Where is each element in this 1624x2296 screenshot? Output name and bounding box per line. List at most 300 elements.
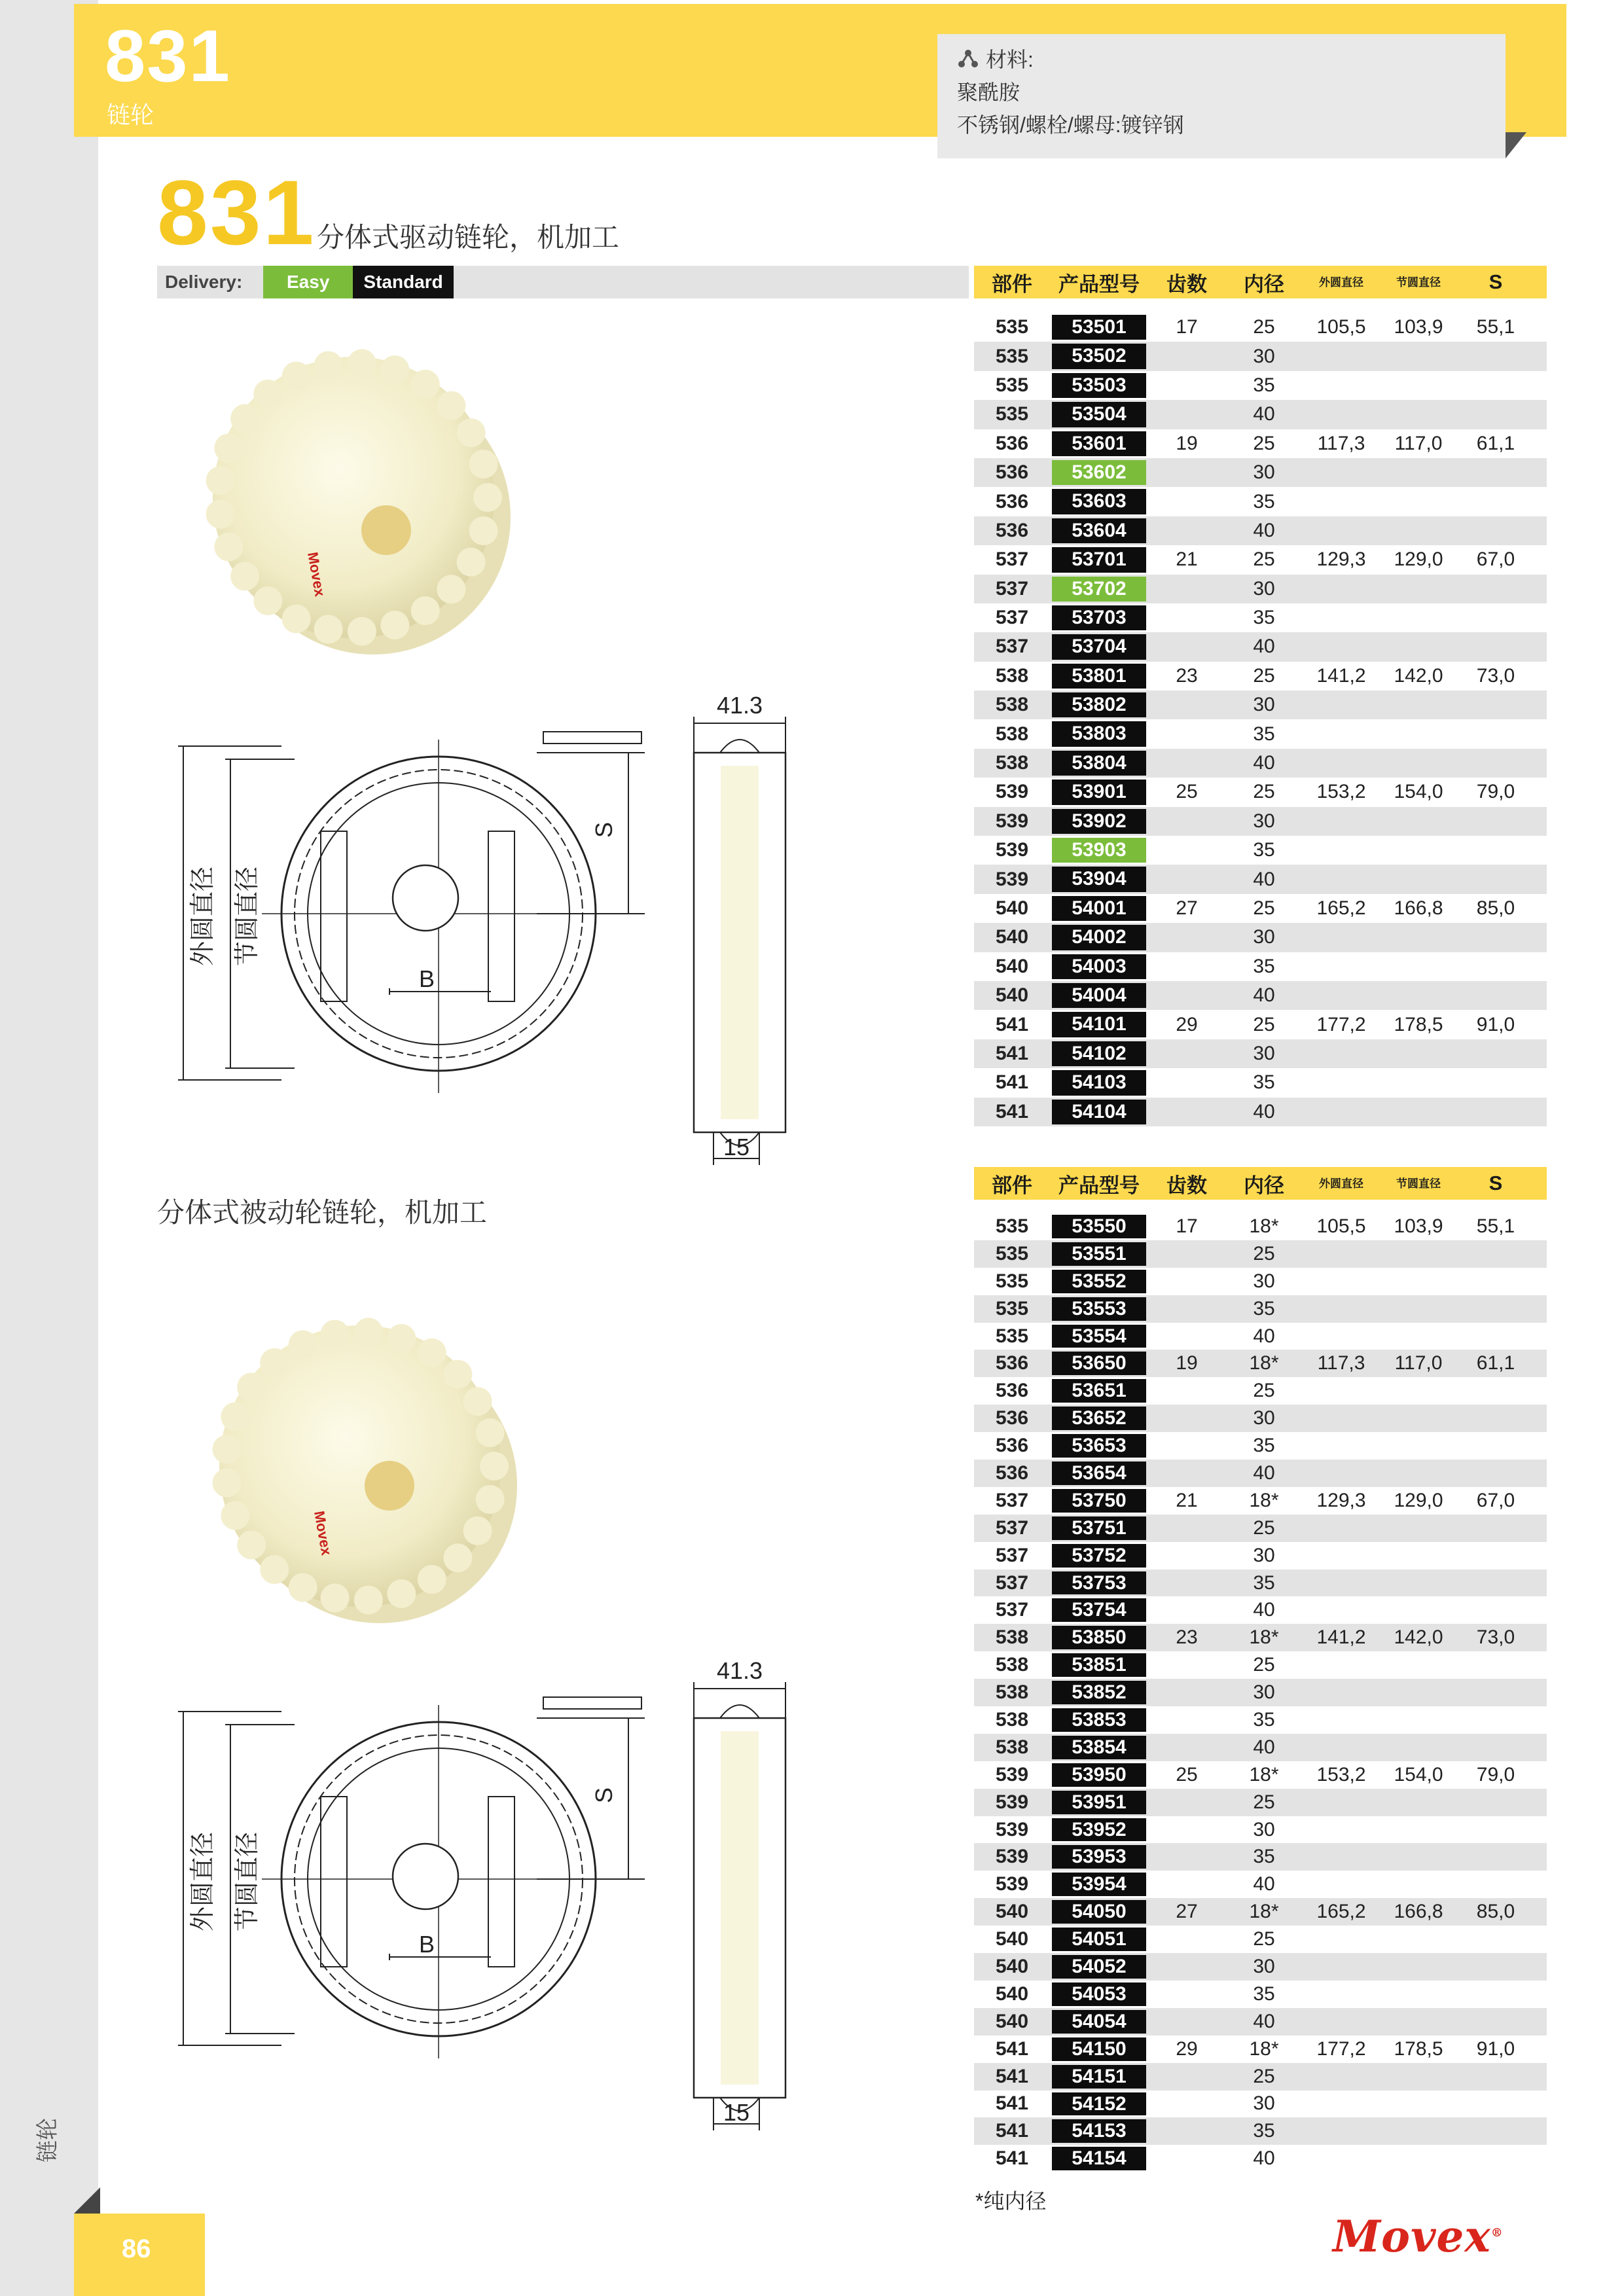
- table-row: [974, 1010, 1547, 1039]
- product-code: 53803: [1052, 721, 1146, 746]
- bore-cell: 40: [1253, 2010, 1275, 2032]
- material-title: 材料:: [986, 48, 1034, 71]
- technical-drawing-drive: [164, 692, 818, 1160]
- page-number: 86: [122, 2234, 151, 2263]
- table-row: [974, 2090, 1547, 2118]
- code-cell: [1050, 1544, 1148, 1568]
- table-row: [974, 1570, 1547, 1597]
- table-row: [974, 1789, 1547, 1816]
- bore-cell: 35: [1253, 490, 1275, 512]
- outer-diameter-label: 外圆直径: [189, 866, 217, 967]
- bore-cell: 40: [1253, 403, 1275, 425]
- bore-cell: 30: [1253, 1042, 1275, 1064]
- s-cell: 91,0: [1476, 2037, 1515, 2060]
- s-cell: 55,1: [1476, 1215, 1515, 1237]
- part-cell: 536: [995, 490, 1029, 512]
- code-cell: [1050, 402, 1148, 427]
- bore-cell: 35: [1253, 2120, 1275, 2142]
- bore-cell: 30: [1253, 461, 1275, 484]
- technical-drawing-idler: [164, 1657, 818, 2126]
- header-series-number: 831: [105, 15, 231, 97]
- idler-sprocket-description: 分体式被动轮链轮，机加工: [157, 1196, 488, 1229]
- part-cell: 541: [995, 1071, 1029, 1094]
- pitch-diameter-cell: 178,5: [1394, 1013, 1443, 1035]
- header-pitch-diameter: 节圆直径: [1396, 1177, 1441, 1190]
- bore-cell: 25: [1253, 316, 1275, 338]
- table-row: [974, 400, 1547, 429]
- part-cell: 537: [995, 1489, 1029, 1511]
- product-code: 54103: [1052, 1070, 1146, 1095]
- product-code: 53751: [1052, 1516, 1146, 1540]
- part-cell: 536: [995, 1407, 1029, 1429]
- pitch-diameter-cell: 103,9: [1394, 316, 1443, 338]
- pitch-diameter-label: 节圆直径: [234, 866, 261, 967]
- drive-sprocket-description: 分体式驱动链轮，机加工: [317, 221, 620, 253]
- product-code: 53851: [1052, 1653, 1146, 1677]
- table-row: [974, 1761, 1547, 1789]
- product-code: 53901: [1052, 780, 1146, 804]
- side-section-label: 链轮: [35, 2118, 60, 2162]
- delivery-standard-badge: Standard: [353, 266, 453, 298]
- bore-cell: 40: [1253, 1325, 1275, 1347]
- code-cell: [1050, 344, 1148, 368]
- code-cell: [1050, 1845, 1148, 1869]
- part-cell: 537: [995, 577, 1029, 600]
- idler-sprocket-table: [974, 1167, 1547, 2172]
- product-code: 53602: [1052, 460, 1146, 485]
- table-row: [974, 981, 1547, 1010]
- bore-cell: 35: [1253, 1982, 1275, 2005]
- pitch-diameter-cell: 178,5: [1394, 2037, 1443, 2060]
- corner-fold: [1506, 132, 1526, 158]
- teeth-cell: 25: [1176, 1763, 1198, 1785]
- code-cell: [1050, 489, 1148, 514]
- s-cell: 61,1: [1476, 432, 1515, 454]
- bore-cell: 18*: [1249, 1901, 1279, 1923]
- product-code: 53753: [1052, 1571, 1146, 1595]
- code-cell: [1050, 1325, 1148, 1348]
- code-cell: [1050, 1297, 1148, 1321]
- code-cell: [1050, 721, 1148, 746]
- part-cell: 537: [995, 636, 1029, 658]
- part-cell: 541: [995, 2065, 1029, 2087]
- hub-dimension-label: 15: [723, 1134, 750, 1160]
- part-cell: 538: [995, 1654, 1029, 1676]
- header-s: S: [1489, 270, 1503, 293]
- product-code: 53502: [1052, 344, 1146, 368]
- product-code: 53652: [1052, 1407, 1146, 1430]
- part-cell: 541: [995, 1100, 1029, 1122]
- table-row: [974, 342, 1547, 370]
- product-code: 53653: [1052, 1434, 1146, 1458]
- code-cell: [1050, 431, 1148, 456]
- code-cell: [1050, 925, 1148, 950]
- product-code: 54004: [1052, 983, 1146, 1008]
- s-cell: 73,0: [1476, 664, 1515, 687]
- table-row: [974, 691, 1547, 719]
- outer-diameter-cell: 105,5: [1316, 316, 1366, 338]
- bore-cell: 35: [1253, 1571, 1275, 1594]
- product-code: 53551: [1052, 1242, 1146, 1266]
- s-cell: 91,0: [1476, 1013, 1515, 1035]
- header-s: S: [1489, 1172, 1503, 1194]
- part-cell: 537: [995, 1599, 1029, 1621]
- table-row: [974, 662, 1547, 691]
- code-cell: [1050, 577, 1148, 601]
- outer-diameter-cell: 165,2: [1316, 897, 1366, 919]
- table-row: [974, 1734, 1547, 1761]
- part-cell: 539: [995, 1763, 1029, 1785]
- table-row: [974, 1268, 1547, 1295]
- teeth-cell: 21: [1176, 548, 1198, 571]
- table-row: [974, 865, 1547, 893]
- teeth-cell: 25: [1176, 781, 1198, 803]
- table-row: [974, 894, 1547, 923]
- code-cell: [1050, 2037, 1148, 2061]
- product-code: 54054: [1052, 2010, 1146, 2034]
- bore-cell: 35: [1253, 1297, 1275, 1319]
- s-cell: 73,0: [1476, 1626, 1515, 1649]
- outer-diameter-cell: 153,2: [1316, 1763, 1366, 1785]
- part-cell: 538: [995, 1681, 1029, 1704]
- code-cell: [1050, 867, 1148, 891]
- part-cell: 538: [995, 752, 1029, 774]
- table-row: [974, 1816, 1547, 1844]
- code-cell: [1050, 1982, 1148, 2006]
- table-row: [974, 778, 1547, 806]
- width-dimension-label: 41.3: [716, 692, 763, 719]
- part-cell: 540: [995, 1982, 1029, 2005]
- table-row: [974, 836, 1547, 865]
- bore-cell: 40: [1253, 636, 1275, 658]
- teeth-cell: 17: [1176, 1215, 1198, 1237]
- code-cell: [1050, 1626, 1148, 1649]
- part-cell: 540: [995, 1955, 1029, 1977]
- product-code: 53950: [1052, 1763, 1146, 1787]
- product-code: 53552: [1052, 1270, 1146, 1293]
- table-row: [974, 429, 1547, 458]
- table-row: [974, 1098, 1547, 1126]
- brand-logo: Movex®: [1333, 2211, 1504, 2262]
- code-cell: [1050, 2092, 1148, 2116]
- bore-cell: 30: [1253, 1681, 1275, 1704]
- part-cell: 540: [995, 984, 1029, 1007]
- code-cell: [1050, 1791, 1148, 1814]
- part-cell: 537: [995, 1571, 1029, 1594]
- table-row: [974, 749, 1547, 778]
- code-cell: [1050, 460, 1148, 485]
- table-row: [974, 1068, 1547, 1097]
- product-code: 53553: [1052, 1297, 1146, 1321]
- table-row: [974, 516, 1547, 545]
- code-cell: [1050, 2010, 1148, 2034]
- product-code: 53904: [1052, 867, 1146, 891]
- table-row: [974, 1240, 1547, 1268]
- teeth-cell: 21: [1176, 1489, 1198, 1511]
- product-code: 53651: [1052, 1379, 1146, 1403]
- brand-mark: Movex: [311, 1509, 335, 1557]
- pitch-diameter-cell: 154,0: [1394, 1763, 1443, 1785]
- material-title-row: [957, 43, 1486, 73]
- bore-cell: 25: [1253, 664, 1275, 687]
- table-row: [974, 1295, 1547, 1323]
- code-cell: [1050, 1763, 1148, 1787]
- product-code: 54052: [1052, 1955, 1146, 1979]
- bore-cell: 40: [1253, 1599, 1275, 1621]
- part-cell: 537: [995, 1544, 1029, 1566]
- teeth-cell: 19: [1176, 1352, 1198, 1374]
- part-cell: 536: [995, 1462, 1029, 1484]
- product-code: 53504: [1052, 402, 1146, 427]
- part-cell: 541: [995, 1042, 1029, 1064]
- s-cell: 55,1: [1476, 316, 1515, 338]
- product-code: 53752: [1052, 1544, 1146, 1568]
- bore-cell: 40: [1253, 1736, 1275, 1758]
- bore-cell: 40: [1253, 1462, 1275, 1484]
- code-cell: [1050, 1653, 1148, 1677]
- outer-diameter-cell: 177,2: [1316, 2037, 1366, 2060]
- product-code: 53951: [1052, 1791, 1146, 1814]
- bore-cell: 18*: [1249, 1352, 1279, 1374]
- code-cell: [1050, 896, 1148, 921]
- delivery-label: Delivery:: [165, 272, 243, 292]
- header-part: 部件: [992, 272, 1032, 296]
- outer-diameter-cell: 117,3: [1317, 432, 1365, 454]
- code-cell: [1050, 1818, 1148, 1842]
- code-cell: [1050, 1012, 1148, 1037]
- bore-cell: 30: [1253, 810, 1275, 832]
- header-pitch-diameter: 节圆直径: [1396, 276, 1441, 289]
- table-row: [974, 1039, 1547, 1068]
- bore-cell: 30: [1253, 1955, 1275, 1977]
- pitch-diameter-cell: 154,0: [1394, 781, 1443, 803]
- code-cell: [1050, 2065, 1148, 2089]
- bore-cell: 40: [1253, 1100, 1275, 1122]
- header-teeth: 齿数: [1166, 1174, 1207, 1197]
- code-cell: [1050, 2147, 1148, 2170]
- delivery-legend: [157, 266, 969, 298]
- s-dimension-label: S: [590, 1787, 617, 1803]
- product-code: 53854: [1052, 1736, 1146, 1759]
- header-bore: 内径: [1244, 1174, 1284, 1197]
- product-code: 54153: [1052, 2119, 1146, 2143]
- pitch-diameter-cell: 166,8: [1394, 1901, 1443, 1923]
- part-cell: 536: [995, 1435, 1029, 1457]
- part-cell: 538: [995, 1736, 1029, 1758]
- table-row: [974, 2008, 1547, 2036]
- table-row: [974, 1213, 1547, 1240]
- code-cell: [1050, 1407, 1148, 1430]
- part-cell: 535: [995, 403, 1029, 425]
- product-code: 53850: [1052, 1626, 1146, 1649]
- product-code: 54101: [1052, 1012, 1146, 1037]
- material-line-1: 聚酰胺: [957, 81, 1020, 104]
- code-cell: [1050, 692, 1148, 717]
- bore-cell: 30: [1253, 577, 1275, 600]
- brand-mark: Movex: [304, 550, 329, 598]
- table-header: [974, 266, 1547, 298]
- bore-cell: 40: [1253, 519, 1275, 541]
- part-cell: 540: [995, 2010, 1029, 2032]
- part-cell: 538: [995, 1708, 1029, 1731]
- code-cell: [1050, 1434, 1148, 1458]
- part-cell: 536: [995, 519, 1029, 541]
- code-cell: [1050, 547, 1148, 572]
- s-cell: 85,0: [1476, 1901, 1515, 1923]
- table-row: [974, 632, 1547, 661]
- product-code: 53601: [1052, 431, 1146, 456]
- product-code: 53702: [1052, 577, 1146, 601]
- code-cell: [1050, 1270, 1148, 1293]
- table-row: [974, 458, 1547, 487]
- bore-cell: 18*: [1249, 1215, 1279, 1237]
- code-cell: [1050, 1242, 1148, 1266]
- code-cell: [1050, 809, 1148, 834]
- bore-cell: 30: [1253, 2092, 1275, 2115]
- outer-diameter-cell: 153,2: [1316, 781, 1366, 803]
- table-row: [974, 313, 1547, 342]
- code-cell: [1050, 1041, 1148, 1066]
- s-cell: 67,0: [1476, 548, 1515, 571]
- code-cell: [1050, 664, 1148, 689]
- bore-cell: 25: [1253, 897, 1275, 919]
- bore-hole: [361, 505, 411, 555]
- code-cell: [1050, 1489, 1148, 1513]
- drive-sprocket-table: [974, 266, 1547, 1126]
- table-row: [974, 603, 1547, 632]
- code-cell: [1050, 954, 1148, 979]
- s-cell: 67,0: [1476, 1489, 1515, 1511]
- s-cell: 79,0: [1476, 1763, 1515, 1785]
- part-cell: 539: [995, 810, 1029, 832]
- table-row: [974, 1542, 1547, 1570]
- table-row: [974, 952, 1547, 981]
- code-cell: [1050, 838, 1148, 863]
- pitch-diameter-cell: 117,0: [1394, 1352, 1443, 1374]
- product-code: 54003: [1052, 954, 1146, 979]
- code-cell: [1050, 634, 1148, 659]
- bore-cell: 18*: [1249, 1763, 1279, 1785]
- part-cell: 535: [995, 1297, 1029, 1319]
- product-code: 53952: [1052, 1818, 1146, 1842]
- product-code: 53703: [1052, 605, 1146, 630]
- bore-cell: 25: [1253, 1013, 1275, 1035]
- code-cell: [1050, 2119, 1148, 2143]
- part-cell: 541: [995, 2037, 1029, 2060]
- table-row: [974, 1651, 1547, 1679]
- table-row: [974, 1898, 1547, 1926]
- teeth-cell: 17: [1176, 316, 1198, 338]
- part-cell: 538: [995, 664, 1029, 687]
- part-cell: 540: [995, 1901, 1029, 1923]
- header-teeth: 齿数: [1166, 272, 1207, 296]
- table-row: [974, 1405, 1547, 1432]
- code-cell: [1050, 1571, 1148, 1595]
- part-cell: 541: [995, 2147, 1029, 2170]
- hub-dimension-label: 15: [723, 2099, 750, 2126]
- bore-cell: 25: [1253, 1654, 1275, 1676]
- code-cell: [1050, 518, 1148, 543]
- bore-cell: 40: [1253, 752, 1275, 774]
- part-cell: 540: [995, 1928, 1029, 1950]
- sprocket-photo-idler: [183, 1289, 550, 1656]
- bore-cell: 35: [1253, 1071, 1275, 1094]
- product-code: 53754: [1052, 1598, 1146, 1622]
- part-cell: 539: [995, 868, 1029, 890]
- bore-cell: 35: [1253, 607, 1275, 629]
- product-code: 53650: [1052, 1352, 1146, 1375]
- delivery-easy-badge: Easy: [263, 266, 353, 298]
- table-row: [974, 923, 1547, 952]
- outer-diameter-cell: 129,3: [1316, 1489, 1366, 1511]
- code-cell: [1050, 1462, 1148, 1485]
- product-code: 54104: [1052, 1100, 1146, 1124]
- bore-cell: 40: [1253, 868, 1275, 890]
- product-series-title: 831: [157, 161, 316, 264]
- table-row: [974, 1679, 1547, 1706]
- product-code: 53801: [1052, 664, 1146, 689]
- table-header: [974, 1167, 1547, 1200]
- part-cell: 535: [995, 1270, 1029, 1292]
- code-cell: [1050, 1070, 1148, 1095]
- part-cell: 538: [995, 694, 1029, 716]
- part-cell: 539: [995, 1791, 1029, 1813]
- table-row: [974, 371, 1547, 400]
- teeth-cell: 19: [1176, 432, 1198, 454]
- brand-logo-text: Movex: [1333, 2211, 1491, 2262]
- table-row: [974, 2145, 1547, 2172]
- table-row: [974, 1323, 1547, 1350]
- part-cell: 535: [995, 345, 1029, 367]
- part-cell: 535: [995, 1215, 1029, 1237]
- outer-diameter-cell: 177,2: [1316, 1013, 1366, 1035]
- code-cell: [1050, 751, 1148, 776]
- sprocket-photo-drive: [177, 321, 543, 687]
- bore-cell: 25: [1253, 1380, 1275, 1402]
- code-cell: [1050, 1681, 1148, 1704]
- product-code: 53852: [1052, 1681, 1146, 1704]
- bore-cell: 30: [1253, 926, 1275, 948]
- bore-cell: 30: [1253, 345, 1275, 367]
- part-cell: 538: [995, 1626, 1029, 1649]
- product-code: 53701: [1052, 547, 1146, 572]
- left-margin-band: [0, 0, 98, 2296]
- material-line-2: 不锈钢/螺栓/螺母:镀锌钢: [957, 113, 1184, 137]
- bore-cell: 35: [1253, 839, 1275, 861]
- table-row: [974, 1432, 1547, 1460]
- code-cell: [1050, 1352, 1148, 1375]
- table-row: [974, 545, 1547, 574]
- product-code: 53853: [1052, 1708, 1146, 1732]
- s-cell: 85,0: [1476, 897, 1515, 919]
- bore-cell: 25: [1253, 432, 1275, 454]
- product-code: 53501: [1052, 315, 1146, 340]
- part-cell: 540: [995, 897, 1029, 919]
- part-cell: 537: [995, 607, 1029, 629]
- b-dimension-label: B: [419, 1931, 435, 1958]
- product-code: 54050: [1052, 1900, 1146, 1924]
- product-code: 53903: [1052, 838, 1146, 863]
- pitch-diameter-label: 节圆直径: [234, 1831, 261, 1932]
- header-part: 部件: [992, 1174, 1032, 1197]
- product-code: 53550: [1052, 1215, 1146, 1238]
- table-row: [974, 1460, 1547, 1487]
- product-code: 53954: [1052, 1873, 1146, 1896]
- table-row: [974, 1871, 1547, 1898]
- outer-diameter-cell: 105,5: [1316, 1215, 1366, 1237]
- code-cell: [1050, 1955, 1148, 1979]
- pitch-diameter-cell: 142,0: [1394, 664, 1443, 687]
